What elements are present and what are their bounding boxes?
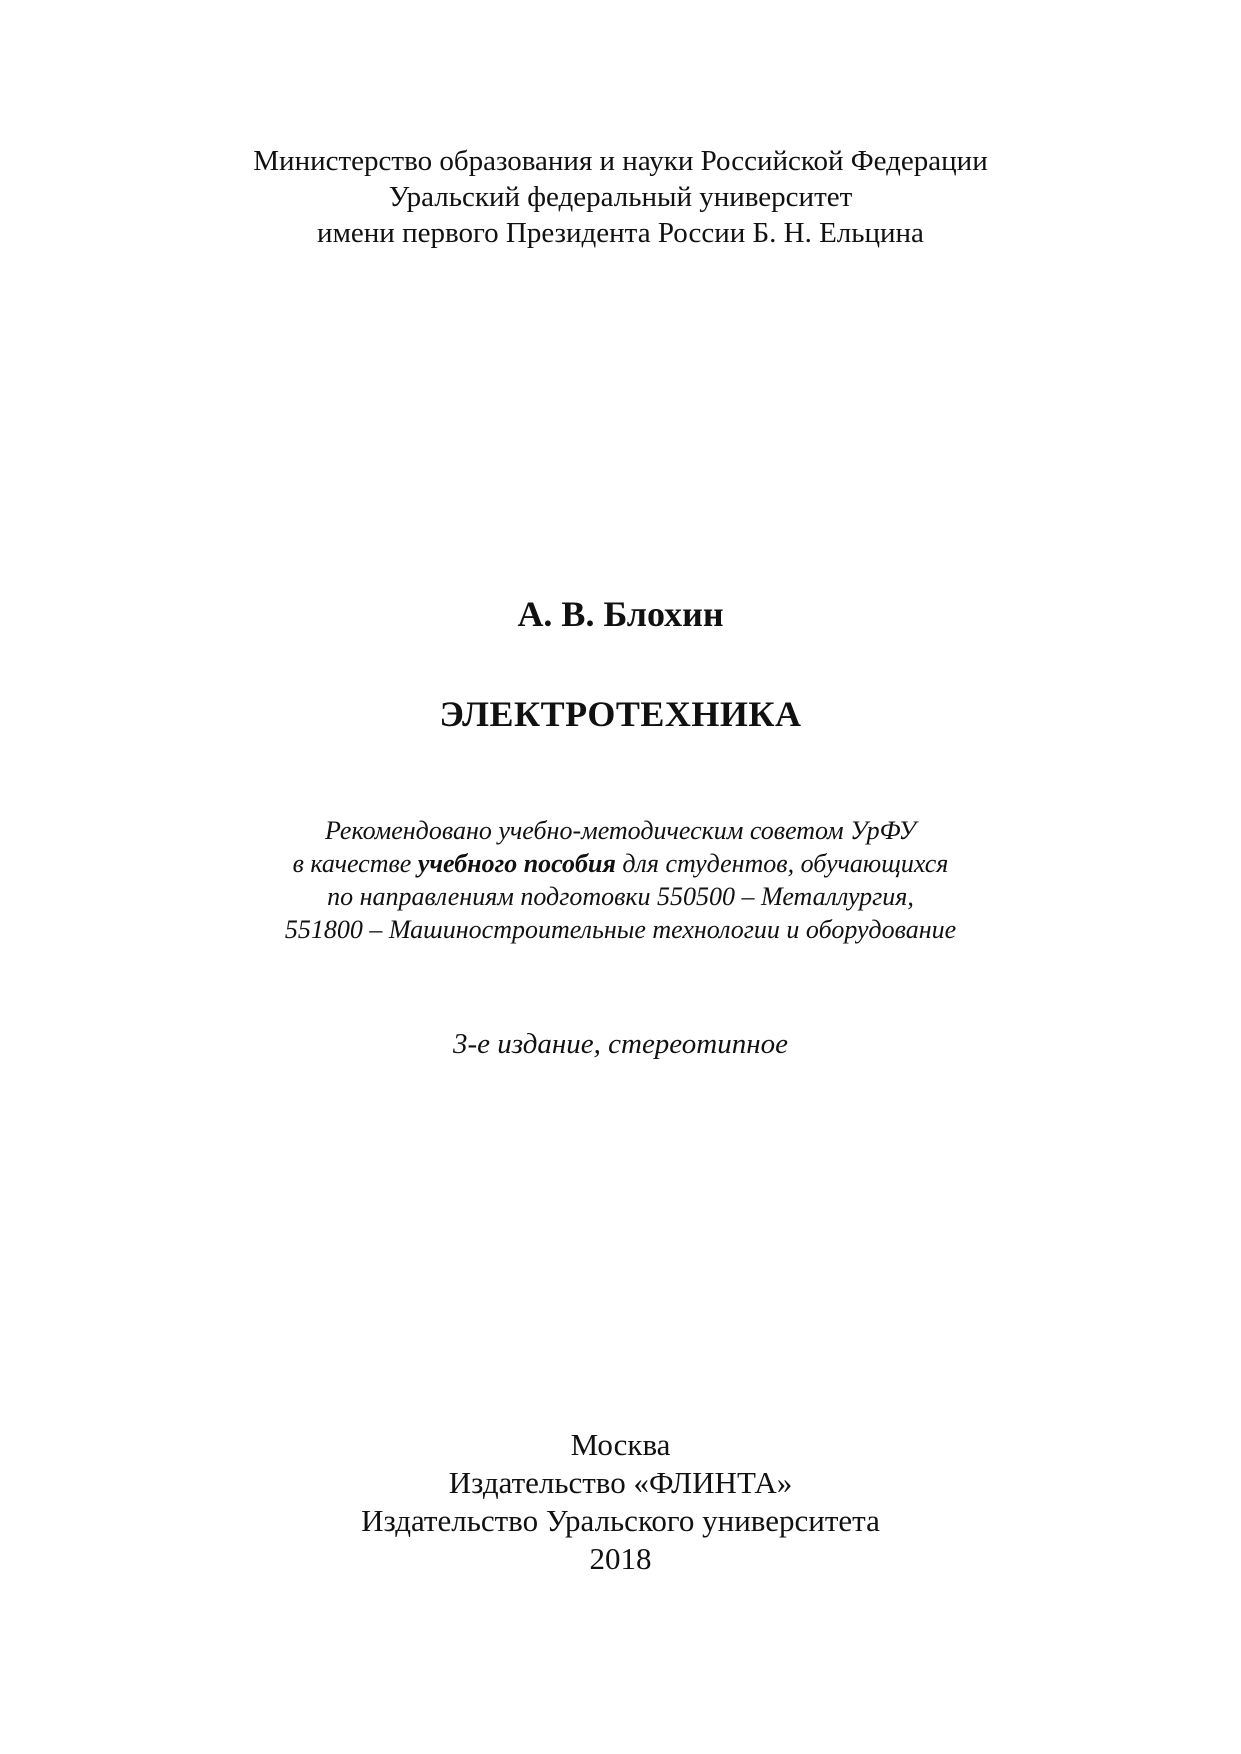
publisher-city: Москва xyxy=(570,1427,671,1462)
recommendation-line-2-suffix: для студентов, обучающихся xyxy=(615,849,949,878)
book-title: ЭЛЕКТРОТЕХНИКА xyxy=(439,694,802,734)
university-name-line: имени первого Президента России Б. Н. Ельцина xyxy=(317,217,924,249)
publication-year: 2018 xyxy=(589,1541,652,1576)
recommendation-line-4: 551800 – Машиностроительные технологии и оборудование xyxy=(284,915,957,944)
publisher-block xyxy=(0,1426,1241,1578)
recommendation-line-2 xyxy=(0,847,1241,880)
ministry-line: Министерство образования и науки Российской Федерации xyxy=(253,145,988,177)
edition-note: 3-е издание, стереотипное xyxy=(452,1028,788,1060)
university-line: Уральский федеральный университет xyxy=(388,181,853,213)
recommendation-line-3: по направлениям подготовки 550500 – Металлургия, xyxy=(327,882,914,911)
publisher-ural-university: Издательство Уральского университета xyxy=(361,1503,880,1538)
institution-block xyxy=(0,143,1241,251)
publisher-flinta: Издательство «ФЛИНТА» xyxy=(448,1465,793,1500)
recommendation-line-1: Рекомендовано учебно-методическим советом УрФУ xyxy=(324,816,916,845)
author-name: А. В. Блохин xyxy=(517,594,724,634)
recommendation-emphasis: учебного пособия xyxy=(417,849,616,878)
recommendation-block xyxy=(0,814,1241,946)
recommendation-line-2-prefix: в качестве xyxy=(292,849,418,878)
